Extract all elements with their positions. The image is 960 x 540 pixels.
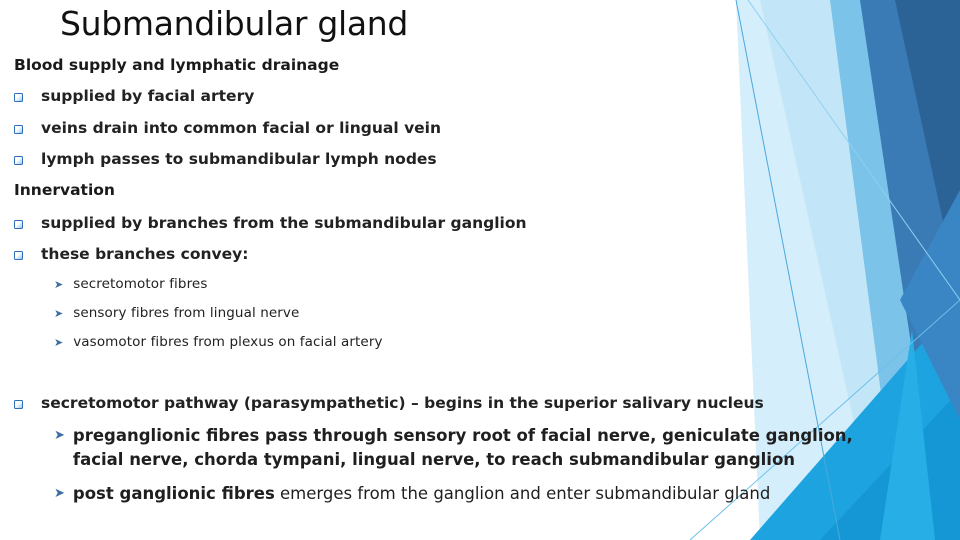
bullet-item — [14, 150, 437, 168]
arrow-right-icon: ➤ — [54, 335, 64, 349]
sub-bullet-text: sensory fibres from lingual nerve — [73, 305, 300, 321]
sub-bullet-text-rest: emerges from the ganglion and enter submandibular gland — [274, 484, 771, 503]
sub-bullet-text-bold: post ganglionic fibres — [72, 484, 275, 503]
sub-bullet-text: vasomotor fibres from plexus on facial artery — [73, 334, 383, 350]
arrow-right-icon: ➤ — [54, 306, 64, 320]
bullet-text: supplied by facial artery — [41, 87, 255, 105]
sub-bullet-item — [54, 276, 207, 292]
heading-blood-supply: Blood supply and lymphatic drainage — [14, 56, 340, 74]
bullet-item — [14, 119, 441, 137]
bullet-text: veins drain into common facial or lingual vein — [41, 119, 442, 137]
checkbox-square-icon — [14, 400, 23, 409]
checkbox-square-icon — [14, 125, 23, 134]
sub-bullet-item-postganglionic — [54, 482, 873, 506]
arrow-right-icon: ➤ — [54, 486, 65, 501]
bullet-item — [14, 87, 254, 105]
checkbox-square-icon — [14, 93, 23, 102]
bullet-text: these branches convey: — [41, 245, 249, 263]
arrow-right-icon: ➤ — [54, 277, 64, 291]
bullet-item-pathway — [14, 394, 764, 412]
arrow-right-icon: ➤ — [54, 428, 65, 443]
checkbox-square-icon — [14, 156, 23, 165]
bullet-item — [14, 214, 527, 232]
bullet-item — [14, 245, 248, 263]
bullet-text: secretomotor pathway (parasympathetic) – begins in the superior salivary nucleus — [41, 394, 764, 412]
sub-bullet-item-preganglionic — [54, 424, 873, 472]
sub-bullet-text: preganglionic fibres pass through sensory root of facial nerve, geniculate ganglion, facial nerve, chorda tympani, lingual nerve, to reach submandibular ganglion — [72, 426, 853, 469]
bullet-text: supplied by branches from the submandibular ganglion — [41, 214, 527, 232]
heading-innervation: Innervation — [14, 181, 115, 199]
sub-bullet-text: secretomotor fibres — [73, 276, 208, 292]
checkbox-square-icon — [14, 251, 23, 260]
bullet-text: lymph passes to submandibular lymph nodes — [41, 150, 437, 168]
sub-bullet-item — [54, 305, 299, 321]
slide-title: Submandibular gland — [60, 4, 409, 43]
checkbox-square-icon — [14, 220, 23, 229]
sub-bullet-item — [54, 334, 383, 350]
